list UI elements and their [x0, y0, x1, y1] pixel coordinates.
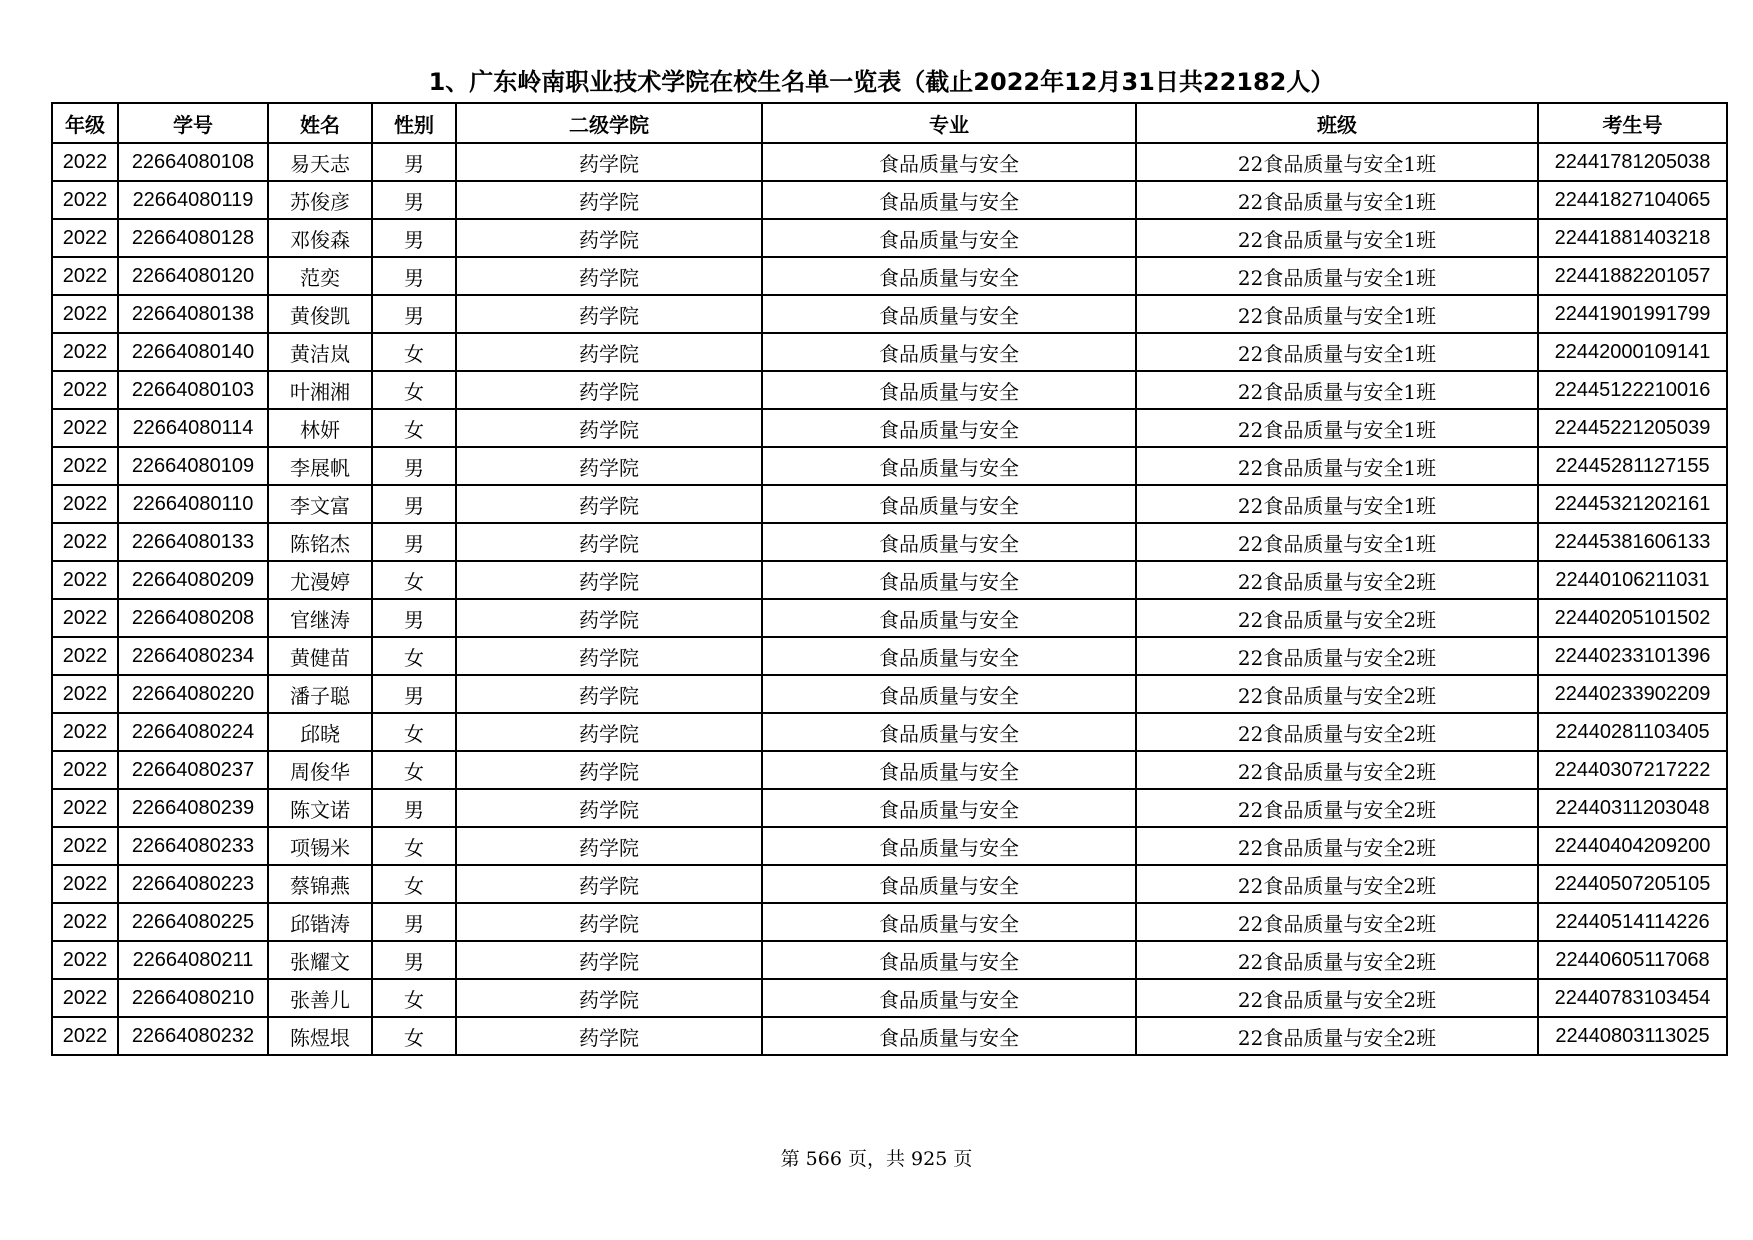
student-id-cell: 22664080210	[118, 979, 268, 1017]
student-id-cell: 22664080239	[118, 789, 268, 827]
class-cell: 22食品质量与安全2班	[1136, 751, 1538, 789]
grade-cell: 2022	[52, 485, 118, 523]
class-cell: 22食品质量与安全2班	[1136, 713, 1538, 751]
table-row	[52, 219, 1727, 257]
table-row	[52, 865, 1727, 903]
gender-cell: 男	[372, 941, 456, 979]
grade-cell: 2022	[52, 979, 118, 1017]
major-cell: 食品质量与安全	[762, 827, 1136, 865]
header-gender: 性别	[372, 103, 456, 143]
name-cell: 尤漫婷	[268, 561, 372, 599]
class-cell: 22食品质量与安全2班	[1136, 903, 1538, 941]
student-id-cell: 22664080128	[118, 219, 268, 257]
table-row	[52, 523, 1727, 561]
college-cell: 药学院	[456, 941, 762, 979]
table-row	[52, 409, 1727, 447]
name-cell: 周俊华	[268, 751, 372, 789]
exam-number-cell: 22441781205038	[1538, 143, 1727, 181]
grade-cell: 2022	[52, 219, 118, 257]
college-cell: 药学院	[456, 865, 762, 903]
class-cell: 22食品质量与安全2班	[1136, 827, 1538, 865]
table-row	[52, 371, 1727, 409]
name-cell: 李文富	[268, 485, 372, 523]
gender-cell: 女	[372, 637, 456, 675]
table-row	[52, 181, 1727, 219]
table-row	[52, 485, 1727, 523]
table-row	[52, 941, 1727, 979]
header-major: 专业	[762, 103, 1136, 143]
grade-cell: 2022	[52, 941, 118, 979]
student-id-cell: 22664080110	[118, 485, 268, 523]
name-cell: 邱锴涛	[268, 903, 372, 941]
exam-number-cell: 22440205101502	[1538, 599, 1727, 637]
major-cell: 食品质量与安全	[762, 257, 1136, 295]
student-id-cell: 22664080209	[118, 561, 268, 599]
college-cell: 药学院	[456, 409, 762, 447]
student-id-cell: 22664080138	[118, 295, 268, 333]
student-id-cell: 22664080211	[118, 941, 268, 979]
class-cell: 22食品质量与安全1班	[1136, 143, 1538, 181]
gender-cell: 男	[372, 447, 456, 485]
college-cell: 药学院	[456, 485, 762, 523]
grade-cell: 2022	[52, 827, 118, 865]
college-cell: 药学院	[456, 333, 762, 371]
exam-number-cell: 22440281103405	[1538, 713, 1727, 751]
exam-number-cell: 22445281127155	[1538, 447, 1727, 485]
table-body	[52, 143, 1727, 1055]
student-id-cell: 22664080133	[118, 523, 268, 561]
college-cell: 药学院	[456, 789, 762, 827]
grade-cell: 2022	[52, 789, 118, 827]
major-cell: 食品质量与安全	[762, 523, 1136, 561]
major-cell: 食品质量与安全	[762, 143, 1136, 181]
exam-number-cell: 22441881403218	[1538, 219, 1727, 257]
grade-cell: 2022	[52, 257, 118, 295]
table-row	[52, 447, 1727, 485]
major-cell: 食品质量与安全	[762, 599, 1136, 637]
gender-cell: 女	[372, 561, 456, 599]
grade-cell: 2022	[52, 713, 118, 751]
table-row	[52, 637, 1727, 675]
student-roster-table	[51, 102, 1728, 1056]
major-cell: 食品质量与安全	[762, 637, 1136, 675]
name-cell: 邓俊森	[268, 219, 372, 257]
college-cell: 药学院	[456, 903, 762, 941]
name-cell: 陈煜垠	[268, 1017, 372, 1055]
grade-cell: 2022	[52, 865, 118, 903]
name-cell: 林妍	[268, 409, 372, 447]
class-cell: 22食品质量与安全1班	[1136, 485, 1538, 523]
major-cell: 食品质量与安全	[762, 903, 1136, 941]
grade-cell: 2022	[52, 599, 118, 637]
gender-cell: 女	[372, 979, 456, 1017]
major-cell: 食品质量与安全	[762, 485, 1136, 523]
class-cell: 22食品质量与安全1班	[1136, 295, 1538, 333]
grade-cell: 2022	[52, 751, 118, 789]
document-title: 1、广东岭南职业技术学院在校生名单一览表（截止2022年12月31日共22182人）	[428, 68, 1335, 96]
exam-number-cell: 22440307217222	[1538, 751, 1727, 789]
major-cell: 食品质量与安全	[762, 561, 1136, 599]
major-cell: 食品质量与安全	[762, 1017, 1136, 1055]
major-cell: 食品质量与安全	[762, 675, 1136, 713]
class-cell: 22食品质量与安全2班	[1136, 789, 1538, 827]
major-cell: 食品质量与安全	[762, 447, 1136, 485]
gender-cell: 男	[372, 143, 456, 181]
table-row	[52, 713, 1727, 751]
name-cell: 易天志	[268, 143, 372, 181]
name-cell: 蔡锦燕	[268, 865, 372, 903]
student-id-cell: 22664080237	[118, 751, 268, 789]
student-id-cell: 22664080108	[118, 143, 268, 181]
college-cell: 药学院	[456, 599, 762, 637]
gender-cell: 女	[372, 333, 456, 371]
exam-number-cell: 22445381606133	[1538, 523, 1727, 561]
name-cell: 黄健苗	[268, 637, 372, 675]
class-cell: 22食品质量与安全1班	[1136, 447, 1538, 485]
college-cell: 药学院	[456, 181, 762, 219]
table-row	[52, 903, 1727, 941]
class-cell: 22食品质量与安全1班	[1136, 257, 1538, 295]
header-exam-number: 考生号	[1538, 103, 1727, 143]
major-cell: 食品质量与安全	[762, 409, 1136, 447]
major-cell: 食品质量与安全	[762, 941, 1136, 979]
college-cell: 药学院	[456, 561, 762, 599]
gender-cell: 男	[372, 219, 456, 257]
gender-cell: 女	[372, 409, 456, 447]
exam-number-cell: 22445221205039	[1538, 409, 1727, 447]
major-cell: 食品质量与安全	[762, 865, 1136, 903]
class-cell: 22食品质量与安全1班	[1136, 219, 1538, 257]
student-id-cell: 22664080119	[118, 181, 268, 219]
gender-cell: 女	[372, 713, 456, 751]
grade-cell: 2022	[52, 143, 118, 181]
exam-number-cell: 22440514114226	[1538, 903, 1727, 941]
exam-number-cell: 22440404209200	[1538, 827, 1727, 865]
college-cell: 药学院	[456, 1017, 762, 1055]
student-id-cell: 22664080220	[118, 675, 268, 713]
exam-number-cell: 22440233101396	[1538, 637, 1727, 675]
college-cell: 药学院	[456, 143, 762, 181]
class-cell: 22食品质量与安全2班	[1136, 979, 1538, 1017]
gender-cell: 男	[372, 903, 456, 941]
exam-number-cell: 22440783103454	[1538, 979, 1727, 1017]
student-id-cell: 22664080208	[118, 599, 268, 637]
exam-number-cell: 22441827104065	[1538, 181, 1727, 219]
exam-number-cell: 22442000109141	[1538, 333, 1727, 371]
student-id-cell: 22664080140	[118, 333, 268, 371]
student-id-cell: 22664080233	[118, 827, 268, 865]
name-cell: 张善儿	[268, 979, 372, 1017]
class-cell: 22食品质量与安全1班	[1136, 333, 1538, 371]
table-row	[52, 789, 1727, 827]
grade-cell: 2022	[52, 637, 118, 675]
student-id-cell: 22664080232	[118, 1017, 268, 1055]
name-cell: 黄洁岚	[268, 333, 372, 371]
header-grade: 年级	[52, 103, 118, 143]
table-row	[52, 751, 1727, 789]
name-cell: 苏俊彦	[268, 181, 372, 219]
college-cell: 药学院	[456, 675, 762, 713]
college-cell: 药学院	[456, 827, 762, 865]
gender-cell: 男	[372, 599, 456, 637]
student-id-cell: 22664080109	[118, 447, 268, 485]
table-row	[52, 295, 1727, 333]
class-cell: 22食品质量与安全2班	[1136, 599, 1538, 637]
major-cell: 食品质量与安全	[762, 333, 1136, 371]
gender-cell: 女	[372, 827, 456, 865]
grade-cell: 2022	[52, 903, 118, 941]
class-cell: 22食品质量与安全2班	[1136, 675, 1538, 713]
college-cell: 药学院	[456, 295, 762, 333]
class-cell: 22食品质量与安全1班	[1136, 181, 1538, 219]
college-cell: 药学院	[456, 219, 762, 257]
exam-number-cell: 22440106211031	[1538, 561, 1727, 599]
student-id-cell: 22664080120	[118, 257, 268, 295]
class-cell: 22食品质量与安全1班	[1136, 409, 1538, 447]
exam-number-cell: 22440605117068	[1538, 941, 1727, 979]
header-college: 二级学院	[456, 103, 762, 143]
gender-cell: 女	[372, 371, 456, 409]
major-cell: 食品质量与安全	[762, 371, 1136, 409]
college-cell: 药学院	[456, 257, 762, 295]
major-cell: 食品质量与安全	[762, 181, 1136, 219]
name-cell: 张耀文	[268, 941, 372, 979]
exam-number-cell: 22445122210016	[1538, 371, 1727, 409]
name-cell: 李展帆	[268, 447, 372, 485]
grade-cell: 2022	[52, 523, 118, 561]
table-row	[52, 979, 1727, 1017]
class-cell: 22食品质量与安全2班	[1136, 561, 1538, 599]
class-cell: 22食品质量与安全2班	[1136, 941, 1538, 979]
name-cell: 黄俊凯	[268, 295, 372, 333]
class-cell: 22食品质量与安全1班	[1136, 371, 1538, 409]
class-cell: 22食品质量与安全2班	[1136, 865, 1538, 903]
header-name: 姓名	[268, 103, 372, 143]
grade-cell: 2022	[52, 181, 118, 219]
major-cell: 食品质量与安全	[762, 713, 1136, 751]
table-row	[52, 333, 1727, 371]
major-cell: 食品质量与安全	[762, 295, 1136, 333]
college-cell: 药学院	[456, 751, 762, 789]
gender-cell: 男	[372, 295, 456, 333]
table-row	[52, 1017, 1727, 1055]
student-id-cell: 22664080234	[118, 637, 268, 675]
table-row	[52, 827, 1727, 865]
grade-cell: 2022	[52, 1017, 118, 1055]
table-row	[52, 561, 1727, 599]
major-cell: 食品质量与安全	[762, 789, 1136, 827]
major-cell: 食品质量与安全	[762, 219, 1136, 257]
major-cell: 食品质量与安全	[762, 979, 1136, 1017]
grade-cell: 2022	[52, 675, 118, 713]
gender-cell: 男	[372, 675, 456, 713]
name-cell: 潘子聪	[268, 675, 372, 713]
name-cell: 陈铭杰	[268, 523, 372, 561]
exam-number-cell: 22441882201057	[1538, 257, 1727, 295]
table-row	[52, 599, 1727, 637]
student-id-cell: 22664080223	[118, 865, 268, 903]
gender-cell: 男	[372, 789, 456, 827]
grade-cell: 2022	[52, 409, 118, 447]
table-row	[52, 257, 1727, 295]
name-cell: 叶湘湘	[268, 371, 372, 409]
name-cell: 邱晓	[268, 713, 372, 751]
exam-number-cell: 22440233902209	[1538, 675, 1727, 713]
exam-number-cell: 22440507205105	[1538, 865, 1727, 903]
name-cell: 官继涛	[268, 599, 372, 637]
grade-cell: 2022	[52, 447, 118, 485]
grade-cell: 2022	[52, 561, 118, 599]
student-id-cell: 22664080225	[118, 903, 268, 941]
major-cell: 食品质量与安全	[762, 751, 1136, 789]
gender-cell: 女	[372, 1017, 456, 1055]
college-cell: 药学院	[456, 447, 762, 485]
student-id-cell: 22664080103	[118, 371, 268, 409]
college-cell: 药学院	[456, 713, 762, 751]
gender-cell: 男	[372, 523, 456, 561]
exam-number-cell: 22441901991799	[1538, 295, 1727, 333]
header-student-id: 学号	[118, 103, 268, 143]
table-row	[52, 675, 1727, 713]
college-cell: 药学院	[456, 979, 762, 1017]
name-cell: 项锡米	[268, 827, 372, 865]
table-header-row	[52, 103, 1727, 143]
gender-cell: 女	[372, 865, 456, 903]
college-cell: 药学院	[456, 371, 762, 409]
college-cell: 药学院	[456, 523, 762, 561]
gender-cell: 男	[372, 257, 456, 295]
student-id-cell: 22664080224	[118, 713, 268, 751]
grade-cell: 2022	[52, 371, 118, 409]
name-cell: 陈文诺	[268, 789, 372, 827]
college-cell: 药学院	[456, 637, 762, 675]
gender-cell: 男	[372, 181, 456, 219]
class-cell: 22食品质量与安全2班	[1136, 1017, 1538, 1055]
exam-number-cell: 22440311203048	[1538, 789, 1727, 827]
grade-cell: 2022	[52, 295, 118, 333]
table-row	[52, 143, 1727, 181]
gender-cell: 女	[372, 751, 456, 789]
class-cell: 22食品质量与安全1班	[1136, 523, 1538, 561]
page-number-footer: 第 566 页，共 925 页	[780, 1148, 973, 1170]
class-cell: 22食品质量与安全2班	[1136, 637, 1538, 675]
grade-cell: 2022	[52, 333, 118, 371]
name-cell: 范奕	[268, 257, 372, 295]
header-class: 班级	[1136, 103, 1538, 143]
exam-number-cell: 22445321202161	[1538, 485, 1727, 523]
gender-cell: 男	[372, 485, 456, 523]
exam-number-cell: 22440803113025	[1538, 1017, 1727, 1055]
student-id-cell: 22664080114	[118, 409, 268, 447]
